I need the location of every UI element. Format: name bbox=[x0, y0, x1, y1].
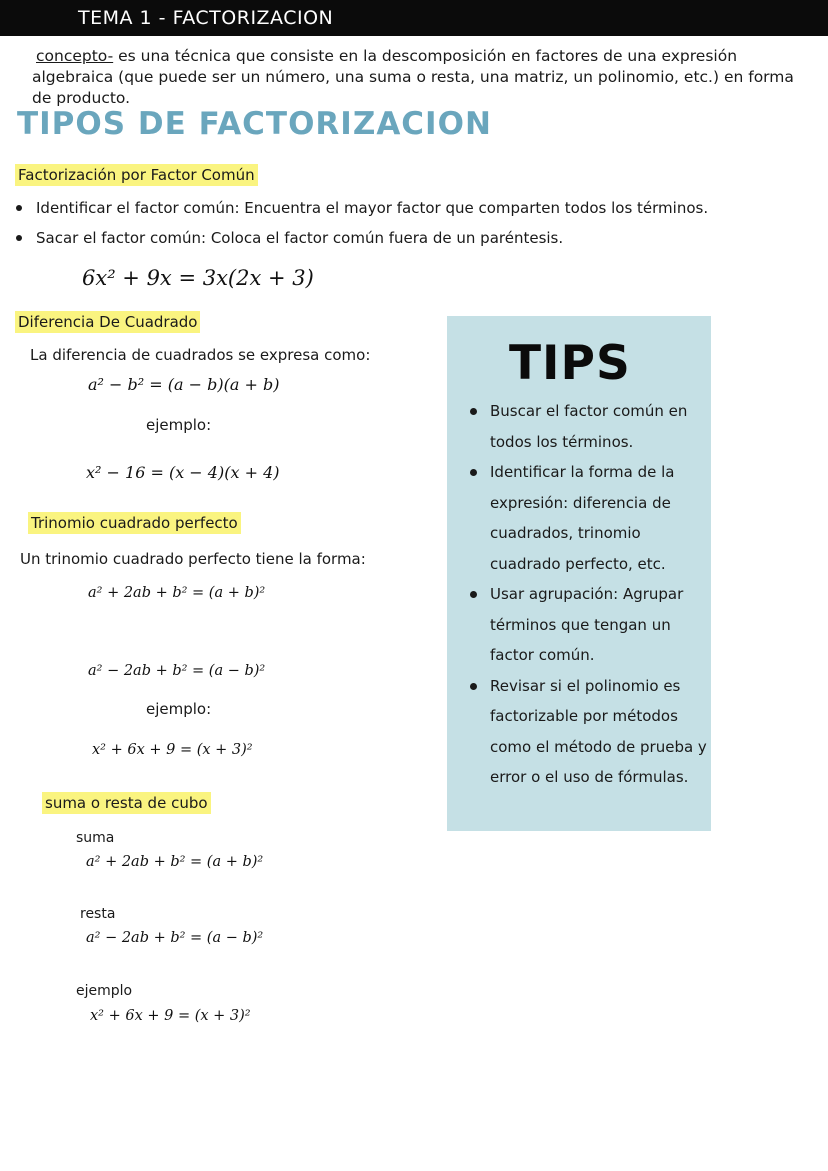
trinomio-formula-1: a² + 2ab + b² = (a + b)² bbox=[88, 585, 266, 601]
cubo-example: x² + 6x + 9 = (x + 3)² bbox=[90, 1008, 251, 1024]
cubo-example-label: ejemplo bbox=[76, 983, 133, 999]
factor-comun-formula: 6x² + 9x = 3x(2x + 3) bbox=[82, 266, 314, 290]
trinomio-intro: Un trinomio cuadrado perfecto tiene la forma: bbox=[20, 550, 366, 568]
list-item: Sacar el factor común: Coloca el factor común fuera de un paréntesis. bbox=[14, 223, 708, 253]
concept-body: es una técnica que consiste en la descomposición en factores de una expresión algebraica (que puede ser un número, una suma o resta, una matriz, un polinomio, etc.) en forma de producto. bbox=[32, 47, 794, 107]
cubo-resta-formula: a² − 2ab + b² = (a − b)² bbox=[86, 930, 264, 946]
diferencia-example: x² − 16 = (x − 4)(x + 4) bbox=[86, 463, 280, 482]
trinomio-example-label: ejemplo: bbox=[146, 700, 212, 718]
list-item: Usar agrupación: Agrupar términos que tengan un factor común. bbox=[468, 579, 708, 671]
list-item: Buscar el factor común en todos los términos. bbox=[468, 396, 708, 457]
tips-list bbox=[468, 396, 708, 793]
list-item: Identificar el factor común: Encuentra el mayor factor que comparten todos los términos. bbox=[14, 193, 708, 223]
list-item: Revisar si el polinomio es factorizable por métodos como el método de prueba y error o el uso de fórmulas. bbox=[468, 671, 708, 793]
tips-title: TIPS bbox=[509, 336, 631, 391]
factor-comun-heading: Factorización por Factor Común bbox=[15, 164, 258, 186]
diferencia-intro: La diferencia de cuadrados se expresa como: bbox=[30, 346, 371, 364]
trinomio-heading: Trinomio cuadrado perfecto bbox=[28, 512, 241, 534]
factor-comun-bullets bbox=[14, 193, 708, 253]
cubo-suma-label: suma bbox=[76, 830, 115, 846]
diferencia-heading: Diferencia De Cuadrado bbox=[15, 311, 200, 333]
cubo-resta-label: resta bbox=[80, 906, 116, 922]
cubo-heading: suma o resta de cubo bbox=[42, 792, 211, 814]
diferencia-example-label: ejemplo: bbox=[146, 416, 212, 434]
trinomio-formula-2: a² − 2ab + b² = (a − b)² bbox=[88, 663, 266, 679]
list-item: Identificar la forma de la expresión: diferencia de cuadrados, trinomio cuadrado perfecto, etc. bbox=[468, 457, 708, 579]
concept-paragraph bbox=[32, 46, 812, 109]
page-header-title: TEMA 1 - FACTORIZACION bbox=[78, 7, 334, 29]
main-title: TIPOS DE FACTORIZACION bbox=[17, 106, 492, 142]
concept-term: concepto- bbox=[36, 47, 114, 65]
cubo-suma-formula: a² + 2ab + b² = (a + b)² bbox=[86, 854, 264, 870]
diferencia-formula: a² − b² = (a − b)(a + b) bbox=[88, 375, 280, 394]
trinomio-example: x² + 6x + 9 = (x + 3)² bbox=[92, 742, 253, 758]
